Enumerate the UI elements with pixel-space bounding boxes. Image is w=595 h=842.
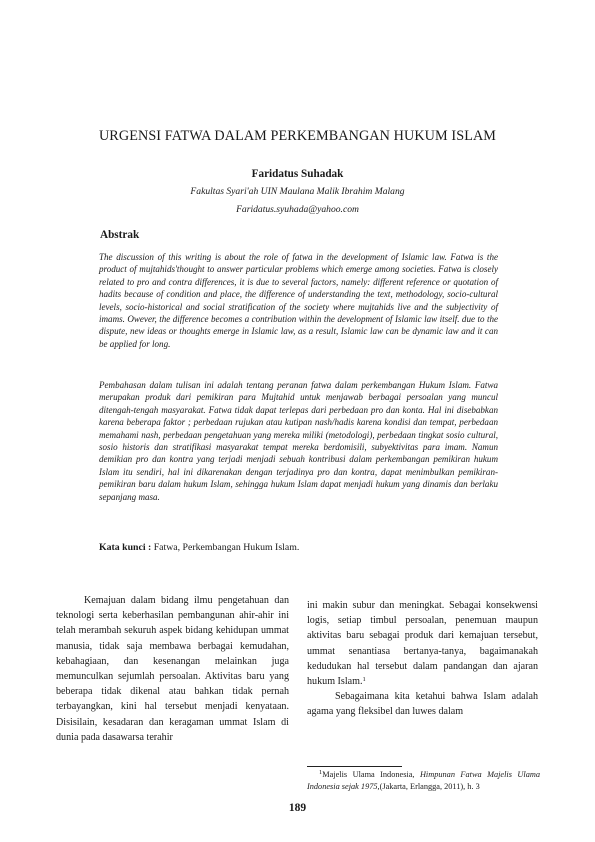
body-paragraph <box>307 598 538 689</box>
author-affiliation: Fakultas Syari'ah UIN Maulana Malik Ibrahim Malang <box>190 186 405 197</box>
body-left-column <box>56 593 289 745</box>
body-right-column <box>307 598 538 720</box>
body-paragraph-text: ini makin subur dan meningkat. Sebagai konsekwensi logis, setiap timbul persoalan, penemuan maupun aktivitas baru sebagai produk dari kemajuan tersebut, ummat senantiasa bertanya-tanya, bagaimanakah kedudukan hal tersebut dalam pandangan dan ajaran hukum Islam. <box>307 600 538 688</box>
abstract-indonesian: Pembahasan dalam tulisan ini adalah tentang peranan fatwa dalam perkembangan Hukum Islam. Fatwa merupakan produk dari pemikiran para Mujtahid untuk menjawab berbagai persoalan yang muncul ditengah-tengah masyarakat. Fatwa tidak dapat terlepas dari perbedaan pro dan konta. Hal ini disebabkan karena beberapa faktor ; perbedaan rujukan atau kutipan nash/hadis karena kondisi dan tempat, perbedaan memahami nash, perbedaan pengetahuan yang mereka miliki (metodologi), perbedaan tingkat sosio cultural, sosio historis dan stratifikasi masyarakat tempat mereka berdomisili, subyektivitas para imam. Namun demikian pro dan kontra yang terjadi menjadi sebuah kontribusi dalam perkembangan pemikiran hukum Islam itu sendiri, hal ini dikarenakan dengan terjadinya pro dan kontra, dapat menimbulkan pemikiran-pemikiran baru dalam hukum Islam, sehingga hukum Islam dapat menjadi hukum yang dinamis dan berlaku sepanjang masa. <box>99 380 498 502</box>
abstract-heading: Abstrak <box>100 229 140 241</box>
abstract-english: The discussion of this writing is about the role of fatwa in the development of Islamic law. Fatwa is the product of mujtahids'thought to answer particular problems which emerge among societies. Fatwa is closely related to pro and contra differences, it is due to several factors, namely: different reference or quotation of hadits because of condition and place, the difference of understanding the text, methodology, socio-cultural levels, socio-historical and social stratification of the society where mujtahids live and the subjectivity of imams. Owever, the difference becomes a contribution within the development of Islamic law itself. due to the dispute, new ideas or thoughts emerge in Islamic law, as a result, Islamic law can be dynamic law and it can be applied for long. <box>99 252 498 349</box>
footnote-divider <box>307 766 402 767</box>
footnote-reference[interactable]: 1 <box>362 676 366 684</box>
keywords-label: Kata kunci : <box>99 542 152 553</box>
footnote-book-title: Himpunan Fatwa Majelis Ulama Indonesia sejak 1975, <box>307 770 540 791</box>
body-paragraph: Kemajuan dalam bidang ilmu pengetahuan dan teknologi serta keberhasilan pembangunan ahir-ahir ini telah merambah sekuruh aspek bidang kehidupan ummat manusia, tidak saja membawa berbagai kemudahan, kebahagiaan, dan kesenangan melainkan juga memunculkan sejumlah persoalan. Aktivitas baru yang beberapa tidak dikenal atau bahkan tidak pernah terbayangkan, kini hal tersebut menjadi kenyataan. Disisilain, kesadaran dan keragaman ummat Islam di dunia pada dasawarsa terahir <box>56 595 289 743</box>
author-name: Faridatus Suhadak <box>251 168 344 180</box>
author-email: Faridatus.syuhada@yahoo.com <box>236 204 359 215</box>
footnote-publisher: (Jakarta, Erlangga, 2011), h. 3 <box>379 781 480 791</box>
keywords-value: Fatwa, Perkembangan Hukum Islam. <box>151 542 300 553</box>
footnote <box>307 769 540 792</box>
paper-title: URGENSI FATWA DALAM PERKEMBANGAN HUKUM ISLAM <box>98 128 497 144</box>
footnote-number: 1 <box>319 769 323 776</box>
keywords <box>99 542 499 553</box>
page-number: 189 <box>288 802 307 814</box>
body-paragraph: Sebagaimana kita ketahui bahwa Islam adalah agama yang fleksibel dan luwes dalam <box>307 691 538 718</box>
footnote-text: Majelis Ulama Indonesia, <box>322 770 420 779</box>
